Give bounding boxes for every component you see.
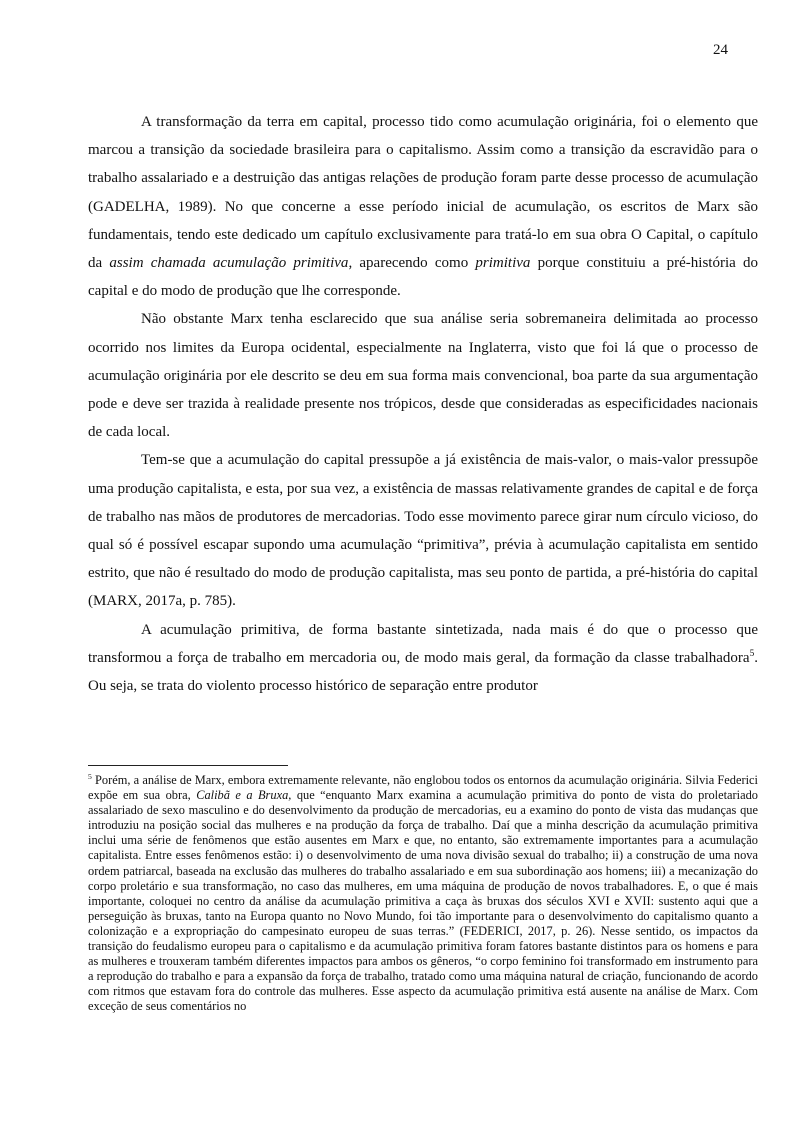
paragraph: Tem-se que a acumulação do capital pressupõe a já existência de mais-valor, o mais-valor pressupõe uma produção capitalista, e esta, por sua vez, a existência de massas relativamente grandes de capital e de força de trabalho nas mãos de produtores de mercadorias. Todo esse movimento parece girar num círculo vicioso, do qual só é possível escapar supondo uma acumulação “primitiva”, prévia à acumulação capitalista em sentido estrito, que não é resultado do modo de produção capitalista, mas seu ponto de partida, a pré-história do capital (MARX, 2017a, p. 785). [88,452,758,610]
footnote [88,773,758,1015]
paragraph: A transformação da terra em capital, processo tido como acumulação originária, foi o elemento que marcou a transição da sociedade brasileira para o capitalismo. Assim como a transição da escravidão para o trabalho assalariado e a destruição das antigas relações de produção foram parte desse processo de acumulação (GADELHA, 1989). No que concerne a esse período inicial de acumulação, os escritos de Marx são fundamentais, tendo este dedicado um capítulo exclusivamente para tratá-lo em sua obra O Capital, o capítulo da assim chamada acumulação primitiva, aparecendo como primitiva porque constituiu a pré-história do capital e do modo de produção que lhe corresponde. [88,114,758,300]
page-number: 24 [713,42,728,58]
footnote-text: $^5$ Porém, a análise de Marx, embora extremamente relevante, não englobou todos os entornos da acumulação originária. Silvia Federici expõe em sua obra, Calibã e a Bruxa, que “enquanto Marx examina a acumulação primitiva do ponto de vista do proletariado assalariado de sexo masculino e do desenvolvimento da produção de mercadorias, eu a examino do ponto de vista das mudanças que introduziu na posição social das mulheres e na produção da força de trabalho. Daí que a minha descrição da acumulação primitiva inclui uma série de fenômenos que estão ausentes em Marx e que, no entanto, são extremamente importantes para a acumulação capitalista. Entre esses fenômenos estão: i) o desenvolvimento de uma nova divisão sexual do trabalho; ii) a construção de uma nova ordem patriarcal, baseada na exclusão das mulheres do trabalho assalariado e em sua subordinação aos homens; iii) a mecanização do corpo proletário e sua transformação, no caso das mulheres, em uma máquina de produção de novos trabalhadores. E, o que é mais importante, coloquei no centro da análise da acumulação primitiva a caça às bruxas dos séculos XVI e XVII: sustento aqui que a perseguição às bruxas, tanto na Europa quanto no Novo Mundo, foi tão importante para o desenvolvimento do capitalismo quanto a colonização e a expropriação do campesinato europeu de suas terras.” (FEDERICI, 2017, p. 26). Nesse sentido, os impactos da transição do feudalismo europeu para o capitalismo e da acumulação primitiva foram fatores bastante distintos para os homens e para as mulheres e trouxeram também diferentes impactos para ambos os gêneros, “o corpo feminino foi transformado em instrumento para a reprodução do trabalho e para a expansão da força de trabalho, tratado como uma máquina natural de criação, funcionando de acordo com ritmos que estavam fora do controle das mulheres. Esse aspecto da acumulação primitiva está ausente na análise de Marx. Com exceção de seus comentários no [88,771,758,1014]
paragraph: Não obstante Marx tenha esclarecido que sua análise seria sobremaneira delimitada ao processo ocorrido nos limites da Europa ocidental, especialmente na Inglaterra, visto que foi lá que o processo de acumulação originária por ele descrito se deu em sua forma mais convencional, boa parte da sua argumentação pode e deve ser trazida à realidade presente nos trópicos, desde que consideradas as especificidades nacionais de cada local. [88,311,758,441]
paragraph: A acumulação primitiva, de forma bastante sintetizada, nada mais é do que o processo que transformou a força de trabalho em mercadoria ou, de modo mais geral, da formação da classe trabalhadora$^5$. Ou seja, se trata do violento processo histórico de separação entre produtor [88,621,758,695]
footnote-separator [88,765,288,766]
body-text [88,108,758,700]
